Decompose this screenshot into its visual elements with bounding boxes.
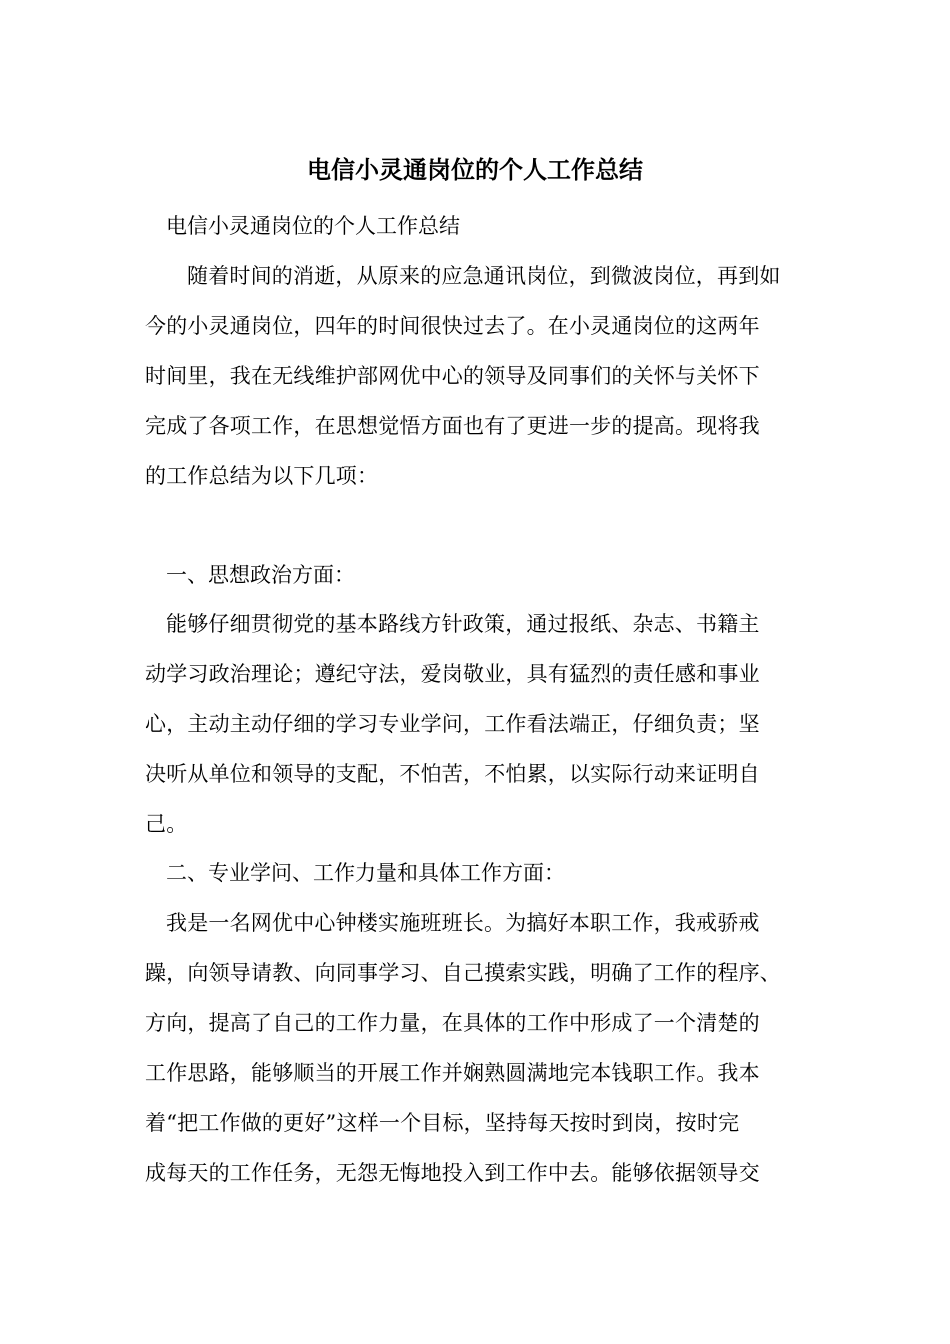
intro-line: 的工作总结为以下几项： (145, 464, 379, 488)
intro-line: 完成了各项工作，在思想觉悟方面也有了更进一步的提高。现将我 (145, 414, 760, 438)
intro-line: 随着时间的消逝，从原来的应急通讯岗位，到微波岗位，再到如 (187, 264, 781, 288)
section-line: 方向，提高了自己的工作力量，在具体的工作中形成了一个清楚的 (145, 1011, 760, 1035)
section-line: 决听从单位和领导的支配，不怕苦，不怕累，以实际行动来证明自 (145, 762, 760, 786)
document-title: 电信小灵通岗位的个人工作总结 (307, 155, 643, 184)
section-line: 心，主动主动仔细的学习专业学问，工作看法端正，仔细负责；坚 (145, 712, 760, 736)
section-line: 动学习政治理论；遵纪守法，爱岗敬业，具有猛烈的责任感和事业 (145, 662, 760, 686)
section-line: 躁，向领导请教、向同事学习、自己摸索实践，明确了工作的程序、 (145, 961, 781, 985)
section-line: 成每天的工作任务，无怨无悔地投入到工作中去。能够依据领导交 (145, 1161, 760, 1185)
section-heading: 二、专业学问、工作力量和具体工作方面： (166, 861, 565, 885)
section-heading: 一、思想政治方面： (166, 563, 355, 587)
intro-line: 今的小灵通岗位，四年的时间很快过去了。在小灵通岗位的这两年 (145, 314, 760, 338)
document-subtitle: 电信小灵通岗位的个人工作总结 (166, 214, 460, 238)
section-line: 工作思路，能够顺当的开展工作并娴熟圆满地完本钱职工作。我本 (145, 1061, 760, 1085)
section-line: 能够仔细贯彻党的基本路线方针政策，通过报纸、杂志、书籍主 (166, 612, 760, 636)
section-line: 己。 (145, 812, 188, 836)
section-line: 我是一名网优中心钟楼实施班班长。为搞好本职工作，我戒骄戒 (166, 911, 760, 935)
intro-line: 时间里，我在无线维护部网优中心的领导及同事们的关怀与关怀下 (145, 364, 760, 388)
section-line: 着“把工作做的更好”这样一个目标，坚持每天按时到岗，按时完 (145, 1111, 740, 1135)
